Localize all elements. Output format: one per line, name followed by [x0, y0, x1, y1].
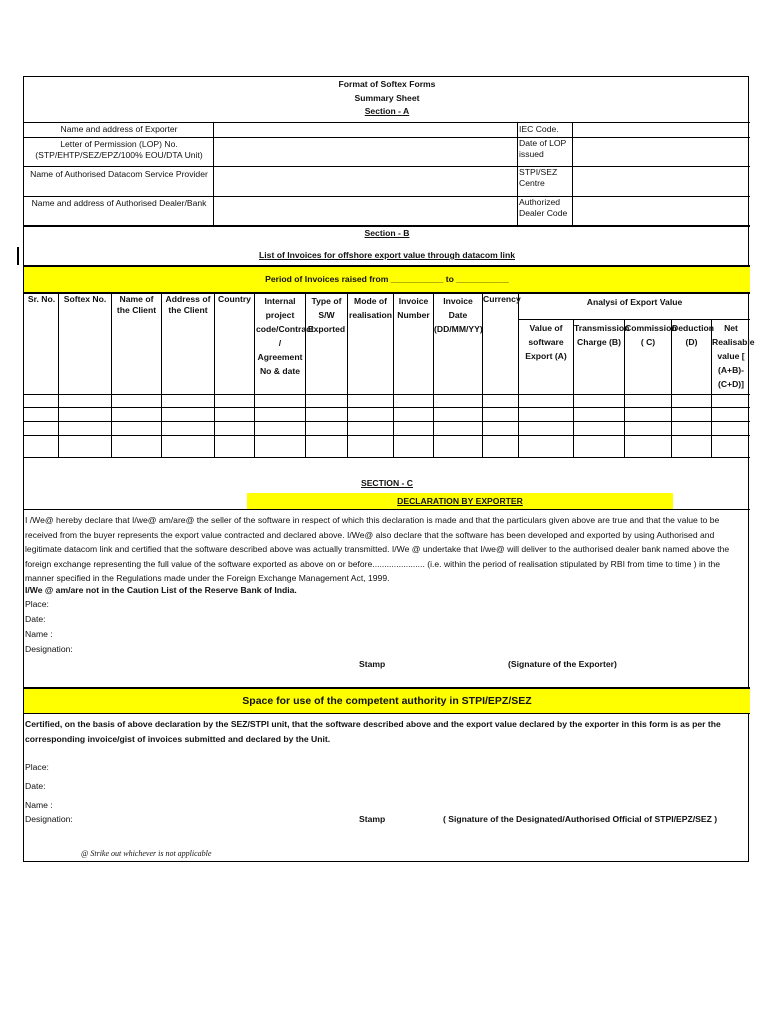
- title-line-1: Format of Softex Forms: [338, 79, 436, 89]
- authority-date-label: Date:: [25, 781, 46, 791]
- col-invoice-date: Invoice Date (DD/MM/YY): [434, 296, 483, 334]
- exporter-signature-label: (Signature of the Exporter): [508, 659, 617, 669]
- iec-code-label: IEC Code.: [519, 124, 559, 134]
- lop-number-label: Letter of Permission (LOP) No.(STP/EHTP/SEZ/EPZ/100% EOU/DTA Unit): [35, 139, 203, 160]
- invoice-period-bar: [24, 267, 750, 292]
- col-invoice-number: Invoice Number: [397, 296, 430, 320]
- col-client-address: Address of the Client: [165, 294, 211, 315]
- exporter-date-label: Date:: [25, 614, 46, 624]
- exporter-designation-label: Designation:: [25, 644, 73, 654]
- exporter-stamp-label: Stamp: [359, 659, 386, 669]
- authority-certification: Certified, on the basis of above declaration by the SEZ/STPI unit, that the software described above and the export value declared by the exporter in this form is as per the corresponding invoice/gist of invoices submitted and declared by the Unit.: [25, 719, 721, 744]
- footnote: @ Strike out whichever is not applicable: [81, 849, 212, 858]
- softex-form: [23, 76, 755, 862]
- invoice-period-text: Period of Invoices raised from ___________ to ___________: [265, 274, 509, 284]
- col-project-code: Internal project code/Contract / Agreement No & date: [256, 296, 314, 376]
- col-client-name: Name of the Client: [116, 294, 157, 315]
- authority-signature-label: ( Signature of the Designated/Authorised Official of STPI/EPZ/SEZ ): [443, 814, 718, 824]
- declaration-title: DECLARATION BY EXPORTER: [247, 493, 673, 509]
- authority-heading: Space for use of the competent authority in STPI/EPZ/SEZ: [24, 689, 750, 713]
- col-sr-no: Sr. No.: [27, 294, 56, 304]
- authority-place-label: Place:: [25, 762, 49, 772]
- authority-stamp-label: Stamp: [359, 814, 386, 824]
- dealer-code-label: Authorized Dealer Code: [519, 197, 568, 218]
- authority-name-label: Name :: [25, 800, 53, 810]
- section-c-heading: SECTION - C: [360, 478, 414, 488]
- exporter-name-field-label: Name :: [25, 629, 53, 639]
- analysis-heading: Analysi of Export Value: [586, 297, 683, 307]
- declaration-text: I /We@ hereby declare that I/we@ am/are@ the seller of the software in respect of which this declaration is made and that the particulars given above are true and that the value to be received from the buyer represents the export value contracted and declared above. I/We@ also declare that the software has been developed and exported by using Authorised and legitimate datacom link and certified that the software described above was actually transmitted. I/We @ undertake that I/we@ will deliver to the authorised dealer bank named above the foreign exchange representing the full value of the software exported as above on or before...................... (i.e. within the period of realisation stipulated by RBI from time to time ) in the manner specified in the Regulations made under the Foreign Exchange Management Act, 1999.: [25, 515, 730, 583]
- title-line-2: Summary Sheet: [354, 92, 420, 103]
- exporter-name-label: Name and address of Exporter: [60, 124, 178, 134]
- col-transmission: Transmission Charge (B): [574, 323, 630, 347]
- caution-list-statement: I/We @ am/are not in the Caution List of the Reserve Bank of India.: [25, 585, 297, 595]
- col-net-value: Net Realisable value [ (A+B)-(C+D)]: [712, 323, 755, 389]
- col-currency: Currency: [483, 294, 521, 304]
- margin-marker: [17, 247, 19, 265]
- col-realisation-mode: Mode of realisation: [349, 296, 392, 320]
- form-title: [24, 79, 750, 117]
- section-b-heading: Section - B: [364, 228, 410, 238]
- stpi-centre-label: STPI/SEZ Centre: [519, 167, 558, 188]
- section-b-subheading: List of Invoices for offshore export value through datacom link: [259, 250, 515, 260]
- exporter-place-label: Place:: [25, 599, 49, 609]
- datacom-provider-label: Name of Authorised Datacom Service Provider: [30, 169, 208, 179]
- lop-date-label: Date of LOP issued: [519, 138, 567, 159]
- col-software-value: Value of software Export (A): [525, 323, 567, 361]
- col-country: Country: [218, 294, 251, 304]
- dealer-bank-label: Name and address of Authorised Dealer/Bank: [31, 198, 207, 208]
- col-softex-no: Softex No.: [63, 294, 107, 304]
- section-a-heading: Section - A: [364, 106, 410, 116]
- col-sw-type: Type of S/W Exported: [307, 296, 346, 334]
- col-commission: Commission ( C): [625, 323, 677, 347]
- col-deduction: Deduction (D): [672, 323, 715, 347]
- authority-designation-label: Designation:: [25, 814, 73, 824]
